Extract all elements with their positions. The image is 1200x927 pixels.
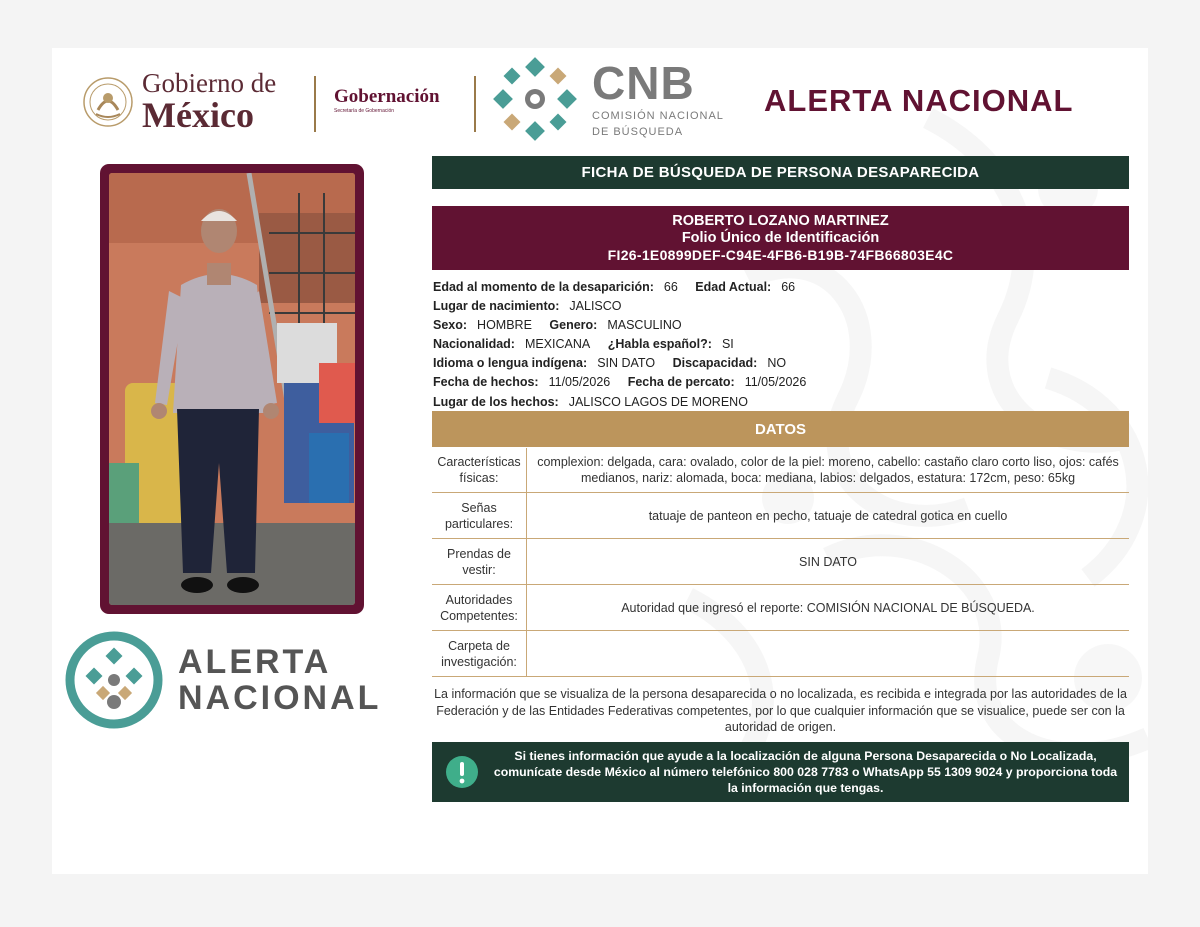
table-row — [432, 539, 1129, 585]
info-row — [433, 316, 1130, 335]
cnb-logo — [492, 56, 724, 142]
nacionalidad-label: Nacionalidad: — [433, 337, 515, 352]
national-seal-icon — [82, 72, 134, 132]
lugar-nacimiento-label: Lugar de nacimiento: — [433, 299, 560, 314]
row-value: Autoridad que ingresó el reporte: COMISIÓN NACIONAL DE BÚSQUEDA. — [621, 600, 1035, 615]
genero-value: MASCULINO — [607, 318, 682, 333]
gobierno-line2: México — [142, 95, 254, 135]
genero-label: Genero: — [549, 318, 598, 333]
table-row — [432, 631, 1129, 677]
alerta-nacional-heading: ALERTA NACIONAL — [764, 83, 1074, 118]
table-row — [432, 448, 1129, 493]
alerta-emblem-icon — [64, 630, 164, 730]
sexo-label: Sexo: — [433, 318, 468, 333]
header-divider — [474, 76, 476, 132]
gobierno-mexico-logo — [82, 70, 276, 133]
gobernacion-subtitle: Secretaría de Gobernación — [334, 108, 395, 114]
datos-heading: DATOS — [432, 411, 1129, 447]
row-label: Características físicas: — [432, 448, 527, 492]
info-row — [433, 335, 1130, 354]
discapacidad-value: NO — [767, 356, 787, 371]
fecha-percato-label: Fecha de percato: — [627, 375, 735, 390]
ficha-title: FICHA DE BÚSQUEDA DE PERSONA DESAPARECIDA — [432, 156, 1129, 189]
info-row — [433, 297, 1130, 316]
header-divider — [314, 76, 316, 132]
fecha-percato-value: 11/05/2026 — [744, 375, 807, 390]
alert-exclamation-icon — [445, 755, 479, 789]
nacionalidad-value: MEXICANA — [524, 337, 591, 352]
fecha-hechos-value: 11/05/2026 — [548, 375, 611, 390]
habla-espanol-label: ¿Habla español?: — [607, 337, 712, 352]
edad-desaparicion-label: Edad al momento de la desaparición: — [433, 280, 654, 294]
edad-actual-value: 66 — [781, 280, 796, 294]
sexo-value: HOMBRE — [477, 318, 532, 333]
cnb-title: CNB — [592, 57, 695, 109]
alerta-nacional-logo — [64, 630, 381, 730]
alerta-logo-line2: NACIONAL — [178, 679, 382, 717]
gobernacion-logo — [334, 86, 440, 114]
person-info — [433, 278, 1130, 412]
person-photo — [109, 173, 355, 605]
lugar-nacimiento-value: JALISCO — [569, 299, 622, 314]
lugar-hechos-value: JALISCO LAGOS DE MORENO — [568, 394, 748, 409]
cnb-subtitle-2: DE BÚSQUEDA — [592, 126, 684, 138]
row-value: tatuaje de panteon en pecho, tatuaje de catedral gotica en cuello — [648, 508, 1008, 523]
fecha-hechos-label: Fecha de hechos: — [433, 375, 539, 390]
contact-bar — [432, 742, 1129, 802]
disclaimer-text: La información que se visualiza de la persona desaparecida o no localizada, es recibida e integrada por las autoridades de la Federación y de las Entidades Federativas competentes, por lo que cualquier información que se visualice, puede ser con la autoridad de origen. — [434, 687, 1127, 734]
habla-espanol-value: SI — [721, 337, 734, 352]
contact-info: Si tienes información que ayude a la localización de alguna Persona Desaparecida o No Localizada, comunícate desde México al número telefónico 800 028 7783 o WhatsApp 55 1309 9024 y proporciona toda la información que tengas. — [493, 749, 1118, 795]
edad-actual-label: Edad Actual: — [695, 280, 772, 294]
info-row — [433, 278, 1130, 297]
folio-label: Folio Único de Identificación — [681, 229, 880, 246]
cnb-emblem-icon — [492, 56, 578, 142]
row-label: Carpeta de investigación: — [432, 631, 527, 676]
alert-sheet — [52, 48, 1148, 874]
folio-id: FI26-1E0899DEF-C94E-4FB6-B19B-74FB66803E4C — [607, 246, 954, 263]
person-name-box — [432, 206, 1129, 270]
idioma-label: Idioma o lengua indígena: — [433, 356, 588, 371]
info-row — [433, 393, 1130, 412]
cnb-subtitle-1: COMISIÓN NACIONAL — [592, 110, 724, 122]
row-value: SIN DATO — [799, 554, 857, 569]
row-label: Autoridades Competentes: — [432, 585, 527, 630]
table-row — [432, 585, 1129, 631]
row-label: Prendas de vestir: — [432, 539, 527, 584]
row-value: complexion: delgada, cara: ovalado, color de la piel: moreno, cabello: castaño claro corto liso, ojos: cafés medianos, nariz: alomada, boca: mediana, labios: delgados, estatura: 172cm, peso: 65kg — [537, 455, 1119, 485]
gobernacion-title: Gobernación — [334, 86, 440, 107]
idioma-value: SIN DATO — [597, 356, 656, 371]
discapacidad-label: Discapacidad: — [672, 356, 758, 371]
datos-table — [432, 448, 1129, 677]
row-value — [527, 631, 1129, 676]
table-row — [432, 493, 1129, 539]
gobierno-line1: Gobierno de — [142, 68, 277, 98]
info-row — [433, 373, 1130, 392]
row-label: Señas particulares: — [432, 493, 527, 538]
lugar-hechos-label: Lugar de los hechos: — [433, 394, 559, 409]
edad-desaparicion-value: 66 — [663, 280, 678, 294]
alerta-logo-line1: ALERTA — [178, 643, 332, 681]
person-photo-frame — [100, 164, 364, 614]
info-row — [433, 354, 1130, 373]
person-name: ROBERTO LOZANO MARTINEZ — [672, 212, 889, 229]
